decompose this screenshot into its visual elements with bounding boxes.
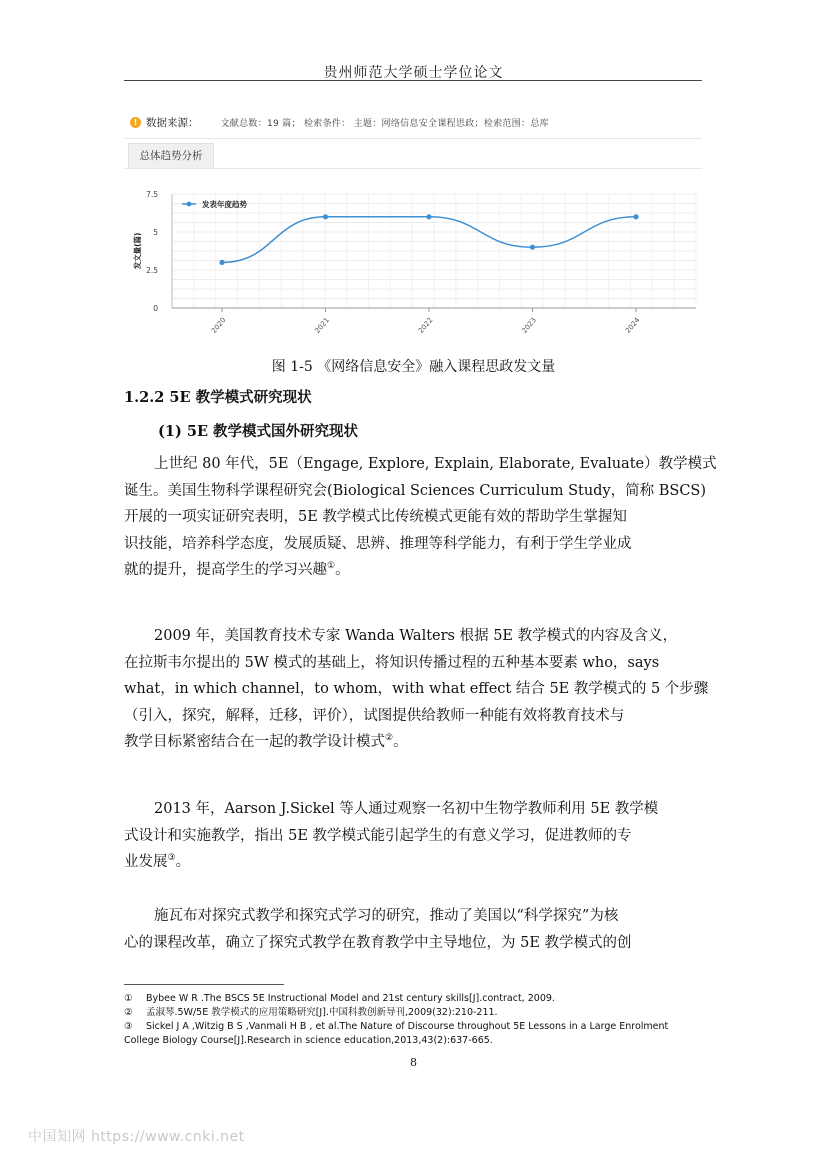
text-fragment: 业发展 [124, 854, 168, 870]
text-line: 诞生。美国生物科学课程研究会(Biological Sciences Curriculum Study，简称 BSCS) [124, 482, 707, 499]
trend-chart [124, 182, 702, 336]
footnote [124, 1020, 702, 1034]
footnote [124, 1006, 702, 1020]
info-icon: ! [130, 117, 141, 128]
data-source-label: 数据来源： [146, 116, 199, 129]
divider [124, 168, 702, 169]
y-tick-label: 0 [153, 304, 158, 313]
header-rule [124, 80, 702, 81]
footnote-continuation [124, 1034, 702, 1048]
paragraph-4 [124, 903, 702, 956]
section-heading: 1.2.2 5E 教学模式研究现状 [124, 389, 312, 406]
footnote-ref[interactable]: ① [327, 561, 336, 572]
text-fragment: 。 [175, 854, 191, 870]
figure-screenshot [124, 100, 702, 336]
text-line [124, 849, 702, 876]
data-point [633, 214, 638, 219]
data-point [323, 214, 328, 219]
text-line: 施瓦布对探究式教学和探究式学习的研究，推动了美国以“科学探究”为核 [154, 908, 619, 924]
text-line: 上世纪 80 年代，5E（Engage, Explore, Explain, Elaborate, Evaluate）教学模式 [154, 456, 717, 472]
footnote-ref[interactable]: ③ [167, 853, 176, 864]
text-line [124, 557, 702, 584]
x-tick-label: 2022 [416, 316, 435, 335]
data-point [426, 214, 431, 219]
data-source-line [130, 114, 549, 130]
y-axis-label: 发文量(篇) [133, 232, 142, 270]
watermark: 中国知网 https://www.cnki.net [28, 1129, 245, 1145]
y-tick-label: 5 [153, 228, 158, 237]
footnote-text: Sickel J A ,Witzig B S ,Vanmali H B , et al.The Nature of Discourse throughout 5E Lessons in a Large Enrolment [146, 1021, 669, 1032]
footnote-ref[interactable]: ② [385, 733, 394, 744]
data-point [219, 260, 224, 265]
paragraph-1 [124, 451, 717, 584]
footnote-marker: ① [124, 993, 133, 1004]
text-line: 在拉斯韦尔提出的 5W 模式的基础上，将知识传播过程的五种基本要素 who，says [124, 654, 660, 671]
text-line [124, 729, 702, 756]
text-line: 2009 年，美国教育技术专家 Wanda Walters 根据 5E 教学模式的内容及含义， [154, 628, 678, 644]
text-fragment: 就的提升，提高学生的学习兴趣 [124, 562, 327, 578]
text-line: what，in which channel，to whom，with what effect 结合 5E 教学模式的 5 个步骤 [124, 681, 709, 697]
footnote-text: 孟淑琴.5W/5E 教学模式的应用策略研究[J].中国科教创新导刊,2009(32):210-211. [146, 1007, 498, 1018]
tab-trend-analysis[interactable]: 总体趋势分析 [128, 143, 214, 169]
footnote-rule [124, 984, 284, 985]
legend-label: 发表年度趋势 [202, 200, 247, 209]
paragraph-3 [124, 796, 702, 876]
x-tick-label: 2023 [520, 316, 539, 335]
y-tick-label: 2.5 [146, 266, 158, 275]
text-line: （引入，探究，解释，迁移，评价），试图提供给教师一种能有效将教育技术与 [124, 707, 625, 724]
footnote-text: Bybee W R .The BSCS 5E Instructional Model and 21st century skills[J].contract, 2009. [146, 993, 555, 1004]
x-tick-label: 2021 [313, 316, 332, 335]
text-line: 识技能，培养科学态度，发展质疑、思辨、推理等科学能力，有利于学生学业成 [124, 535, 632, 552]
page-number: 8 [410, 1056, 417, 1069]
footnote-marker: ② [124, 1007, 133, 1018]
footnote [124, 992, 702, 1006]
legend-marker [187, 202, 192, 207]
y-tick-label: 7.5 [146, 190, 158, 199]
running-header: 贵州师范大学硕士学位论文 [323, 65, 504, 81]
x-tick-label: 2024 [623, 316, 642, 335]
x-tick-label: 2020 [209, 316, 228, 335]
data-point [530, 245, 535, 250]
text-fragment: 。 [335, 562, 350, 578]
text-line: 开展的一项实证研究表明，5E 教学模式比传统模式更能有效的帮助学生掌握知 [124, 509, 627, 525]
footnote-text: College Biology Course[J].Research in science education,2013,43(2):637-665. [124, 1035, 493, 1046]
search-meta: 文献总数：19 篇； 检索条件： 主题：网络信息安全课程思政；检索范围：总库 [220, 118, 549, 129]
subsection-heading: (1) 5E 教学模式国外研究现状 [158, 423, 359, 440]
text-line: 式设计和实施教学，指出 5E 教学模式能引起学生的有意义学习，促进教师的专 [124, 827, 632, 844]
text-line: 2013 年，Aarson J.Sickel 等人通过观察一名初中生物学教师利用 5E 教学模 [154, 801, 659, 817]
figure-caption: 图 1-5 《网络信息安全》融入课程思政发文量 [271, 359, 556, 375]
footnotes [124, 992, 702, 1048]
text-line: 心的课程改革，确立了探究式教学在教育教学中主导地位，为 5E 教学模式的创 [124, 934, 632, 951]
footnote-marker: ③ [124, 1021, 133, 1032]
divider [124, 138, 702, 139]
text-fragment: 教学目标紧密结合在一起的教学设计模式 [124, 734, 385, 750]
paragraph-2 [124, 623, 709, 756]
series-line [222, 217, 636, 263]
text-fragment: 。 [393, 734, 408, 750]
